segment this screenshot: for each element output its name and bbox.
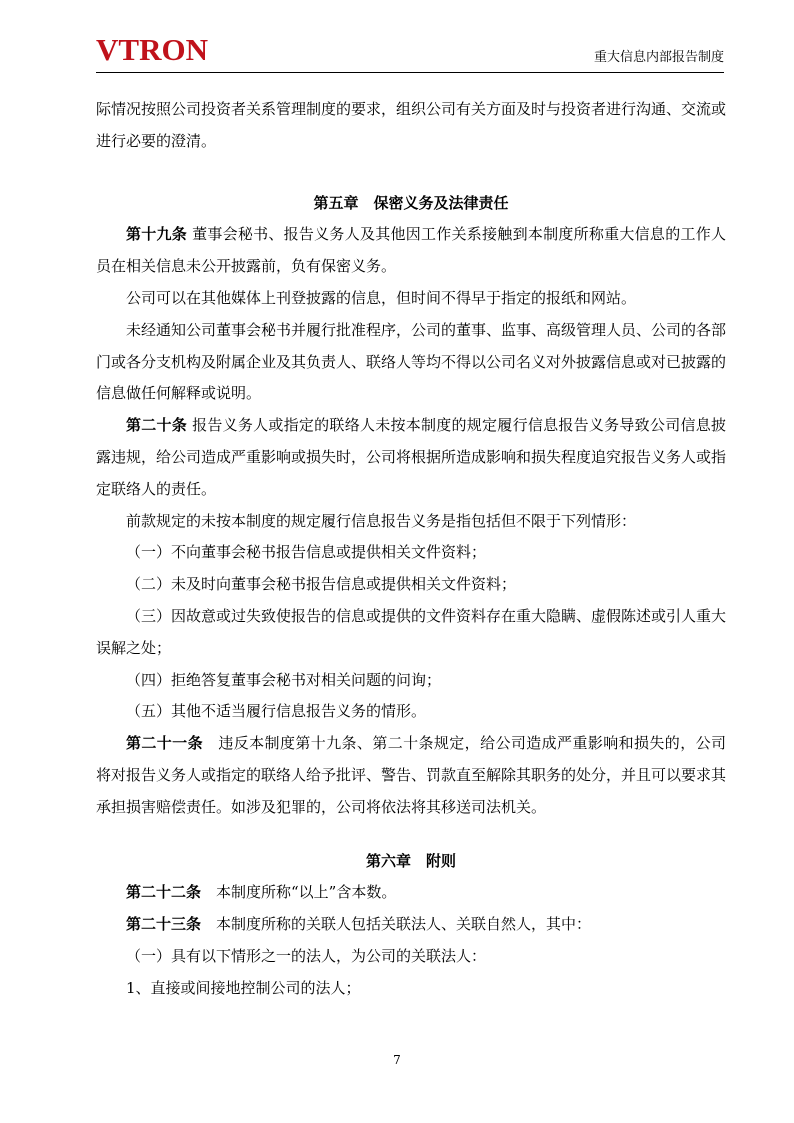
article-23 [96,909,726,941]
article-21 [96,728,726,823]
case-item-5: （五）其他不适当履行信息报告义务的情形。 [126,702,427,721]
page-number: 7 [393,1053,401,1067]
chapter-6-heading: 第六章 附则 [365,851,456,870]
article-19-label: 第十九条 [126,225,188,244]
paragraph-cases: 前款规定的未按本制度的规定履行信息报告义务是指包括但不限于下列情形： [126,511,637,530]
case-item-1: （一）不向董事会秘书报告信息或提供相关文件资料； [126,543,487,562]
article-21-label: 第二十一条 [126,734,203,753]
paragraph-media: 公司可以在其他媒体上刊登披露的信息，但时间不得早于指定的报纸和网站。 [126,288,637,307]
list-item-1: 1、直接或间接地控制公司的法人； [126,978,361,997]
paragraph-continued: 际情况按照公司投资者关系管理制度的要求，组织公司有关方面及时与投资者进行沟通、交流或进行必要的澄清。 [96,100,727,150]
spacer [96,158,726,188]
article-19-text: 董事会秘书、报告义务人及其他因工作关系接触到本制度所称重大信息的工作人员在相关信息未公开披露前，负有保密义务。 [96,225,726,276]
case-item-2: （二）未及时向董事会秘书报告信息或提供相关文件资料； [126,575,517,594]
article-22-label: 第二十二条 [126,883,202,902]
list-item-a: （一）具有以下情形之一的法人，为公司的关联法人： [126,946,487,965]
article-21-text: 违反本制度第十九条、第二十条规定，给公司造成严重影响和损失的，公司将对报告义务人或指定的联络人给予批评、警告、罚款直至解除其职务的处分，并且可以要求其承担损害赔偿责任。如涉及犯罪的，公司将依法将其移送司法机关。 [96,734,727,816]
article-23-label: 第二十三条 [126,915,202,934]
article-20-label: 第二十条 [126,416,188,435]
article-20 [96,410,726,505]
document-body [96,94,726,1005]
page-header [96,30,724,73]
article-23-text: 本制度所称的关联人包括关联法人、关联自然人，其中： [201,915,592,934]
article-22 [96,877,726,909]
paragraph-notify: 未经通知公司董事会秘书并履行批准程序，公司的董事、监事、高级管理人员、公司的各部门或各分支机构及附属企业及其负责人、联络人等均不得以公司名义对外披露信息或对已披露的信息做任何解释或说明。 [96,320,727,403]
spacer [96,824,726,846]
company-logo: VTRON [96,32,208,67]
case-item-3: （三）因故意或过失致使报告的信息或提供的文件资料存在重大隐瞒、虚假陈述或引人重大误解之处； [96,606,727,657]
document-title: 重大信息内部报告制度 [593,50,724,65]
case-item-4: （四）拒绝答复董事会秘书对相关问题的问询； [126,670,442,689]
article-22-text: 本制度所称“以上”含本数。 [201,883,397,902]
article-20-text: 报告义务人或指定的联络人未按本制度的规定履行信息报告义务导致公司信息披露违规，给公司造成严重影响或损失时，公司将根据所造成影响和损失程度追究报告义务人或指定联络人的责任。 [96,416,727,498]
article-19 [96,219,726,283]
chapter-5-heading: 第五章 保密义务及法律责任 [313,193,509,212]
